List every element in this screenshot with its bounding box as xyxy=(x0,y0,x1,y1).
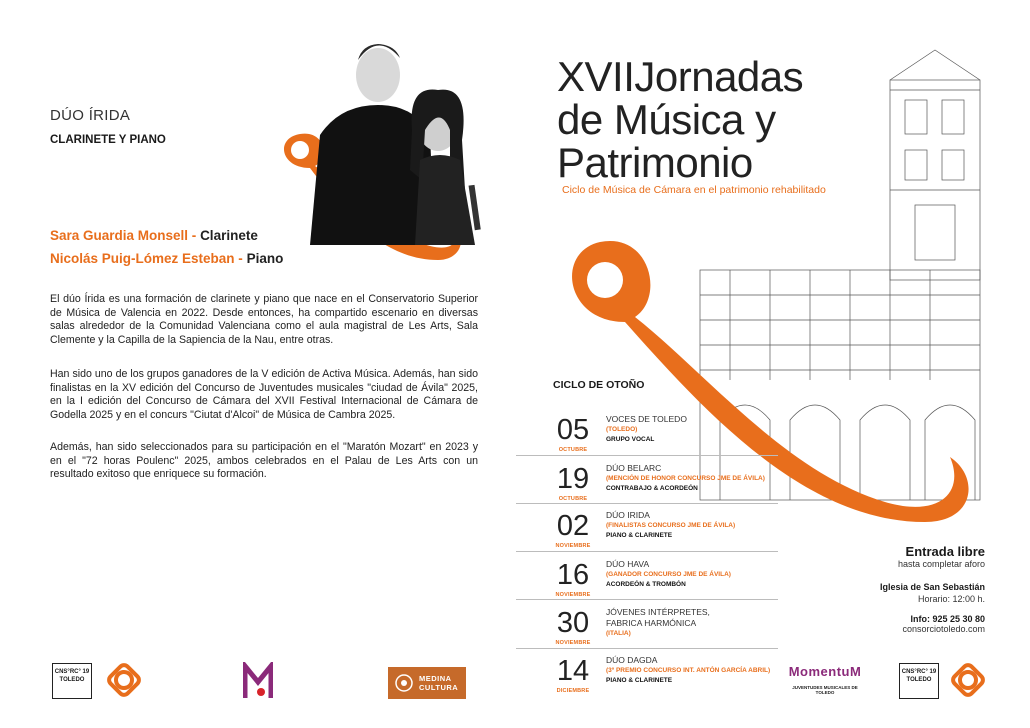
artist-name: Sara Guardia Monsell - xyxy=(50,228,197,243)
m-logo xyxy=(243,662,273,705)
bio-paragraph: Han sido uno de los grupos ganadores de la V edición de Activa Música. Además, han sido finalistas en la XV edición del Concurso de Juventudes musicales "ciudad de Ávila" 2025, en la I edición del Concurso de Cámara del XVII Festival Internacional de Cámara de Godella 2025 y en el concurs "Ciutat d'Alcoi" de Música de Cambra 2025. xyxy=(50,368,478,421)
concert-day: 19 xyxy=(556,463,590,495)
event-title-line: Patrimonio xyxy=(557,139,753,186)
concert-note: (TOLEDO) xyxy=(606,426,638,433)
divider xyxy=(516,455,778,456)
entry-info xyxy=(898,544,985,569)
bio-paragraph: El dúo Írida es una formación de clarinete y piano que nace en el Conservatorio Superior de Música de Valencia en 2022. Desde entonces, ha compartido escenario en diversas salas alrededor de la Comunidad Valenciana como el aula magistral de Les Arts, Sala Clemente y la Capilla de la Sapiencia de la Nau, entre otras. xyxy=(50,293,478,346)
concert-item xyxy=(548,412,780,464)
event-title-line: XVIIJornadas xyxy=(557,53,804,100)
concert-name: VOCES DE TOLEDO xyxy=(606,414,687,424)
concert-month: NOVIEMBRE xyxy=(555,543,591,549)
concert-instruments: CONTRABAJO & ACORDEÓN xyxy=(606,485,698,492)
divider xyxy=(516,551,778,552)
concert-month: NOVIEMBRE xyxy=(555,592,591,598)
venue-name: Iglesia de San Sebastián xyxy=(879,582,985,592)
concert-day: 05 xyxy=(556,414,590,446)
contact-phone: Info: 925 25 30 80 xyxy=(910,614,985,624)
event-tagline: Ciclo de Música de Cámara en el patrimonio rehabilitado xyxy=(562,184,826,196)
celtic-knot-logo xyxy=(948,660,988,705)
concert-day: 02 xyxy=(556,510,590,542)
concert-day: 14 xyxy=(556,655,590,687)
concert-note: (3º PREMIO CONCURSO INT. ANTÓN GARCÍA ABRIL) xyxy=(606,667,771,674)
divider xyxy=(516,503,778,504)
concert-name: DÚO DAGDA xyxy=(606,655,658,665)
duo-title: DÚO ÍRIDA xyxy=(50,107,131,124)
concert-item xyxy=(548,557,780,609)
celtic-knot-logo xyxy=(104,660,144,705)
artist-line xyxy=(50,228,258,243)
contact-info xyxy=(902,614,985,634)
venue-info xyxy=(880,582,985,604)
consorcio-logo xyxy=(52,663,92,699)
contact-website[interactable]: consorciotoledo.com xyxy=(902,624,985,634)
consorcio-logo-text: CNS°RC° 19 TOLEDO xyxy=(901,669,937,683)
medina-text-line: MEDINA xyxy=(419,674,452,683)
concert-note: (FINALISTAS CONCURSO JME DE ÁVILA) xyxy=(606,522,736,529)
bio-paragraph: Además, han sido seleccionados para su participación en el "Maratón Mozart" en 2023 y en el "72 horas Poulenc" 2025, ambos celebrados en el Palau de Les Arts con un resultado exitoso que enriquece su formación. xyxy=(50,441,478,481)
medina-cultura-logo xyxy=(388,667,466,699)
artist-role: Clarinete xyxy=(200,228,258,243)
concert-note: (ITALIA) xyxy=(606,630,631,637)
event-title xyxy=(557,55,803,184)
artist-role: Piano xyxy=(246,251,284,266)
concert-instruments: ACORDEÓN & TROMBÓN xyxy=(606,581,686,588)
momentum-logo xyxy=(784,664,866,695)
concert-note: (MENCIÓN DE HONOR CONCURSO JME DE ÁVILA) xyxy=(606,475,765,482)
momentum-wordmark: MomentuM xyxy=(788,664,862,679)
concert-day: 30 xyxy=(556,607,590,639)
divider xyxy=(516,599,778,600)
concert-month: OCTUBRE xyxy=(558,447,588,453)
venue-time: Horario: 12:00 h. xyxy=(917,594,985,604)
concert-item xyxy=(548,508,780,560)
consorcio-logo xyxy=(899,663,939,699)
divider xyxy=(516,648,778,649)
concert-instruments: PIANO & CLARINETE xyxy=(606,532,673,539)
artist-line xyxy=(50,251,283,266)
artist-name: Nicolás Puig-Lómez Esteban - xyxy=(50,251,243,266)
entry-subtitle: hasta completar aforo xyxy=(897,559,985,569)
event-title-line: de Música y xyxy=(557,96,776,143)
consorcio-logo-text: CNS°RC° 19 TOLEDO xyxy=(54,669,90,683)
concert-month: OCTUBRE xyxy=(558,496,588,502)
entry-title: Entrada libre xyxy=(905,544,985,559)
duo-subtitle: CLARINETE Y PIANO xyxy=(50,134,166,146)
concert-instruments: GRUPO VOCAL xyxy=(606,436,655,443)
momentum-subtitle: JUVENTUDES MUSICALES DE TOLEDO xyxy=(792,685,858,695)
concert-name: DÚO HAVA xyxy=(606,559,650,569)
concert-name: DÚO IRIDA xyxy=(606,510,650,520)
concert-item xyxy=(548,461,780,513)
duo-photo xyxy=(300,20,490,245)
concert-day: 16 xyxy=(556,559,590,591)
concert-item xyxy=(548,653,780,705)
concert-month: NOVIEMBRE xyxy=(555,640,591,646)
cycle-title: CICLO DE OTOÑO xyxy=(553,379,645,391)
concert-instruments: PIANO & CLARINETE xyxy=(606,677,673,684)
concert-item xyxy=(548,605,780,657)
concert-name: JÓVENES INTÉRPRETES, FABRICA HARMÓNICA xyxy=(606,607,710,628)
concert-month: DICIEMBRE xyxy=(556,688,590,694)
medina-text-line: CULTURA xyxy=(419,683,459,692)
concert-name: DÚO BELARC xyxy=(606,463,662,473)
concert-note: (GANADOR CONCURSO JME DE ÁVILA) xyxy=(606,571,731,578)
